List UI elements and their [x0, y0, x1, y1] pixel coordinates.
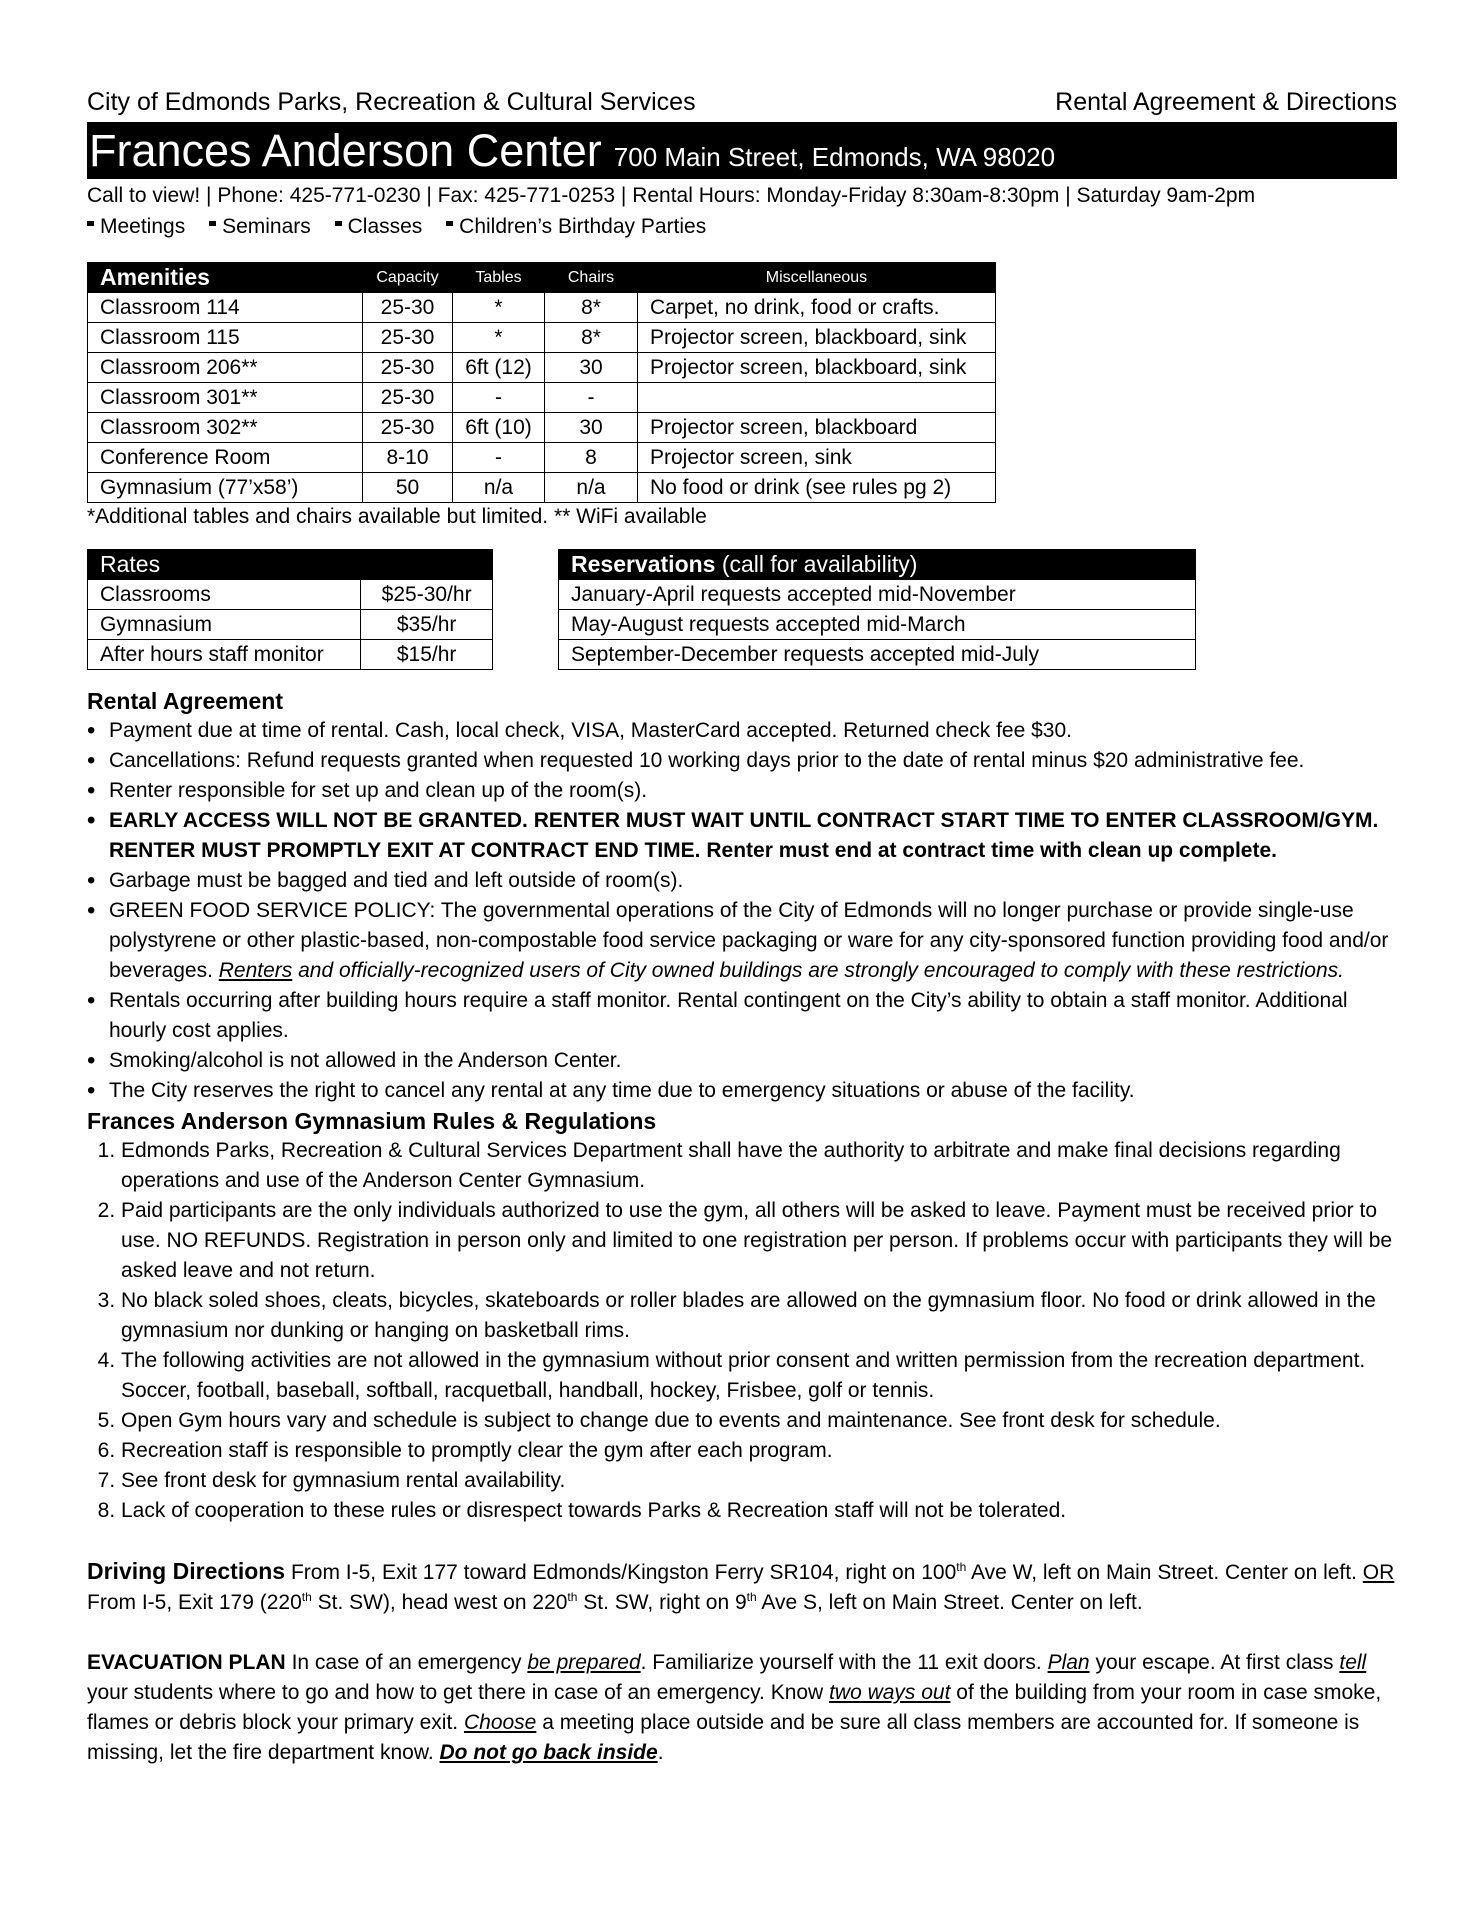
- list-item: [109, 896, 1397, 986]
- reservations-header: [559, 550, 1196, 580]
- cell: Projector screen, blackboard, sink: [638, 353, 996, 383]
- rates-reservations: [87, 549, 1397, 670]
- table-row: [88, 473, 996, 503]
- directions-text: Ave W, left on Main Street. Center on left.: [966, 1561, 1363, 1584]
- list-item: • EARLY ACCESS WILL NOT BE GRANTED. RENTER MUST WAIT UNTIL CONTRACT START TIME TO ENTER CLASSROOM/GYM. RENTER MUST PROMPTLY EXIT AT CONTRACT END TIME. Renter must end at contract time with clean up complete.: [109, 806, 1397, 866]
- cell: After hours staff monitor: [88, 640, 361, 670]
- table-header-row: [88, 263, 996, 293]
- table-row: [88, 383, 996, 413]
- cell: May-August requests accepted mid-March: [559, 610, 1196, 640]
- cell: 30: [545, 353, 638, 383]
- evac-emphasis: Plan: [1047, 1651, 1090, 1674]
- cell: n/a: [545, 473, 638, 503]
- cell: Projector screen, sink: [638, 443, 996, 473]
- cell: No food or drink (see rules pg 2): [638, 473, 996, 503]
- table-row: [559, 580, 1196, 610]
- cell: 25-30: [363, 323, 453, 353]
- list-item: • Rentals occurring after building hours require a staff monitor. Rental contingent on the City’s ability to obtain a staff monitor. Additional hourly cost applies.: [109, 986, 1397, 1046]
- driving-directions: [87, 1556, 1397, 1618]
- evac-text: a meeting place outside and be sure all class members are accounted for. If someone is missing, let the fire department know.: [87, 1711, 1360, 1764]
- rates-table: [87, 549, 493, 670]
- cell: 50: [363, 473, 453, 503]
- list-item: 5. Open Gym hours vary and schedule is subject to change due to events and maintenance. See front desk for schedule.: [121, 1406, 1397, 1436]
- cell: 8-10: [363, 443, 453, 473]
- evac-warning: Do not go back inside: [439, 1741, 658, 1764]
- cell: Classrooms: [88, 580, 361, 610]
- ordinal-sup: th: [567, 1590, 578, 1604]
- ordinal-sup: th: [301, 1590, 312, 1604]
- col-header: Amenities: [88, 263, 363, 293]
- reservations-table: [558, 549, 1196, 670]
- table-row: [88, 610, 493, 640]
- list-item: 4. The following activities are not allowed in the gymnasium without prior consent and written permission from the recreation department. Soccer, football, baseball, softball, racquetball, handball, hockey, Frisbee, golf or tennis.: [121, 1346, 1397, 1406]
- col-header: Miscellaneous: [638, 263, 996, 293]
- amenities-table: [87, 262, 996, 503]
- table-header-row: [559, 550, 1196, 580]
- reservations-title: Reservations: [571, 551, 716, 577]
- list-item: • Payment due at time of rental. Cash, local check, VISA, MasterCard accepted. Returned check fee $30.: [109, 716, 1397, 746]
- ordinal-sup: th: [956, 1560, 967, 1574]
- cell: 25-30: [363, 353, 453, 383]
- table-row: [88, 353, 996, 383]
- cell: 8*: [545, 293, 638, 323]
- cell: -: [453, 383, 545, 413]
- directions-or: OR: [1362, 1561, 1395, 1584]
- cell: Gymnasium (77’x58’): [88, 473, 363, 503]
- reservations-subtitle: (call for availability): [721, 551, 918, 577]
- use-item: Seminars: [209, 215, 311, 238]
- list-item: 7. See front desk for gymnasium rental availability.: [121, 1466, 1397, 1496]
- evacuation-title: EVACUATION PLAN: [87, 1651, 286, 1674]
- directions-text: St. SW), head west on 220: [311, 1591, 568, 1614]
- cell: January-April requests accepted mid-November: [559, 580, 1196, 610]
- cell: Classroom 115: [88, 323, 363, 353]
- cell: 8*: [545, 323, 638, 353]
- cell: 6ft (12): [453, 353, 545, 383]
- amenities-note: *Additional tables and chairs available but limited. ** WiFi available: [87, 505, 707, 528]
- table-row: [88, 640, 493, 670]
- list-item: 1. Edmonds Parks, Recreation & Cultural Services Department shall have the authority to arbitrate and make final decisions regarding operations and use of the Anderson Center Gymnasium.: [121, 1136, 1397, 1196]
- cell: 25-30: [363, 413, 453, 443]
- cell: $15/hr: [361, 640, 493, 670]
- cell: Projector screen, blackboard, sink: [638, 323, 996, 353]
- cell: -: [453, 443, 545, 473]
- list-item: • The City reserves the right to cancel any rental at any time due to emergency situations or abuse of the facility.: [109, 1076, 1397, 1106]
- col-header: Chairs: [545, 263, 638, 293]
- cell: Gymnasium: [88, 610, 361, 640]
- rates-title: Rates: [88, 550, 493, 580]
- evac-text: your escape. At first class: [1089, 1651, 1340, 1674]
- rental-agreement-list: [87, 716, 1397, 1106]
- cell: 25-30: [363, 293, 453, 323]
- doc-type: Rental Agreement & Directions: [1055, 88, 1397, 116]
- cell: $25-30/hr: [361, 580, 493, 610]
- table-row: [88, 413, 996, 443]
- cell: Classroom 301**: [88, 383, 363, 413]
- table-row: [88, 323, 996, 353]
- list-item: • Cancellations: Refund requests granted when requested 10 working days prior to the date of rental minus $20 administrative fee.: [109, 746, 1397, 776]
- list-item: 6. Recreation staff is responsible to promptly clear the gym after each program.: [121, 1436, 1397, 1466]
- cell: 25-30: [363, 383, 453, 413]
- cell: Projector screen, blackboard: [638, 413, 996, 443]
- cell: Conference Room: [88, 443, 363, 473]
- list-item: 2. Paid participants are the only individuals authorized to use the gym, all others will be asked to leave. Payment must be received prior to use. NO REFUNDS. Registration in person only and limited to one registration per person. If problems occur with participants they will be asked leave and not return.: [121, 1196, 1397, 1286]
- evac-text: of the building from your room in case smoke, flames or debris block your primary exit.: [87, 1681, 1382, 1734]
- policy-italic: and officially-recognized users of City owned buildings are strongly encouraged to comply with these restrictions.: [292, 959, 1344, 982]
- directions-text: From I-5, Exit 177 toward Edmonds/Kingston Ferry SR104, right on 100: [285, 1561, 957, 1584]
- table-header-row: [88, 550, 493, 580]
- table-row: [559, 610, 1196, 640]
- evac-text: .: [657, 1741, 664, 1764]
- list-item: • Garbage must be bagged and tied and left outside of room(s).: [109, 866, 1397, 896]
- table-row: [88, 443, 996, 473]
- top-line: [87, 84, 1397, 120]
- gym-rules-list: [87, 1136, 1397, 1526]
- use-item: Children’s Birthday Parties: [446, 215, 706, 238]
- cell: [638, 383, 996, 413]
- cell: Carpet, no drink, food or crafts.: [638, 293, 996, 323]
- evac-emphasis: be prepared: [527, 1651, 641, 1674]
- cell: Classroom 114: [88, 293, 363, 323]
- cell: September-December requests accepted mid-July: [559, 640, 1196, 670]
- list-item: • Smoking/alcohol is not allowed in the Anderson Center.: [109, 1046, 1397, 1076]
- cell: 6ft (10): [453, 413, 545, 443]
- evac-emphasis: two ways out: [829, 1681, 951, 1704]
- cell: *: [453, 323, 545, 353]
- cell: -: [545, 383, 638, 413]
- evac-emphasis: tell: [1339, 1651, 1367, 1674]
- policy-renters: Renters: [218, 959, 293, 982]
- cell: $35/hr: [361, 610, 493, 640]
- ordinal-sup: th: [746, 1590, 757, 1604]
- document-page: [87, 84, 1397, 1768]
- table-row: [88, 580, 493, 610]
- directions-title: Driving Directions: [87, 1558, 286, 1584]
- col-header: Tables: [453, 263, 545, 293]
- cell: n/a: [453, 473, 545, 503]
- cell: Classroom 206**: [88, 353, 363, 383]
- contact-info: Call to view! | Phone: 425-771-0230 | Fax: 425-771-0253 | Rental Hours: Monday-Friday 8:30am-8:30pm | Saturday 9am-2pm: [87, 184, 1256, 207]
- evac-text: In case of an emergency: [285, 1651, 528, 1674]
- evac-text: your students where to go and how to get there in case of an emergency. Know: [87, 1681, 830, 1704]
- cell: Classroom 302**: [88, 413, 363, 443]
- list-item: 3. No black soled shoes, cleats, bicycles, skateboards or roller blades are allowed on the gymnasium floor. No food or drink allowed in the gymnasium nor dunking or hanging on basketball rims.: [121, 1286, 1397, 1346]
- use-item: Meetings: [87, 215, 185, 238]
- uses-list: [87, 212, 1397, 242]
- org-name: City of Edmonds Parks, Recreation & Cultural Services: [87, 88, 696, 116]
- gym-rules-heading: Frances Anderson Gymnasium Rules & Regulations: [87, 1108, 657, 1134]
- table-row: [559, 640, 1196, 670]
- cell: *: [453, 293, 545, 323]
- directions-text: Ave S, left on Main Street. Center on left.: [756, 1591, 1143, 1614]
- cell: 8: [545, 443, 638, 473]
- use-item: Classes: [335, 215, 423, 238]
- col-header: Capacity: [363, 263, 453, 293]
- title-bar: [87, 122, 1397, 179]
- cell: 30: [545, 413, 638, 443]
- table-row: [88, 293, 996, 323]
- list-item: • Renter responsible for set up and clean up of the room(s).: [109, 776, 1397, 806]
- rental-agreement-heading: Rental Agreement: [87, 688, 283, 714]
- policy-text: GREEN FOOD SERVICE POLICY: The governmental operations of the City of Edmonds will no longer purchase or provide single-use polystyrene or other plastic-based, non-compostable food service packaging or ware for any city-sponsored function providing food and/or beverages.: [109, 899, 1389, 982]
- evacuation-plan: [87, 1648, 1397, 1768]
- list-item: 8. Lack of cooperation to these rules or disrespect towards Parks & Recreation staff will not be tolerated.: [121, 1496, 1397, 1526]
- facility-title: Frances Anderson Center: [89, 125, 602, 176]
- directions-text: From I-5, Exit 179 (220: [87, 1591, 302, 1614]
- evac-emphasis: Choose: [463, 1711, 537, 1734]
- directions-text: St. SW, right on 9: [577, 1591, 747, 1614]
- facility-address: 700 Main Street, Edmonds, WA 98020: [613, 142, 1056, 172]
- evac-text: . Familiarize yourself with the 11 exit doors.: [640, 1651, 1048, 1674]
